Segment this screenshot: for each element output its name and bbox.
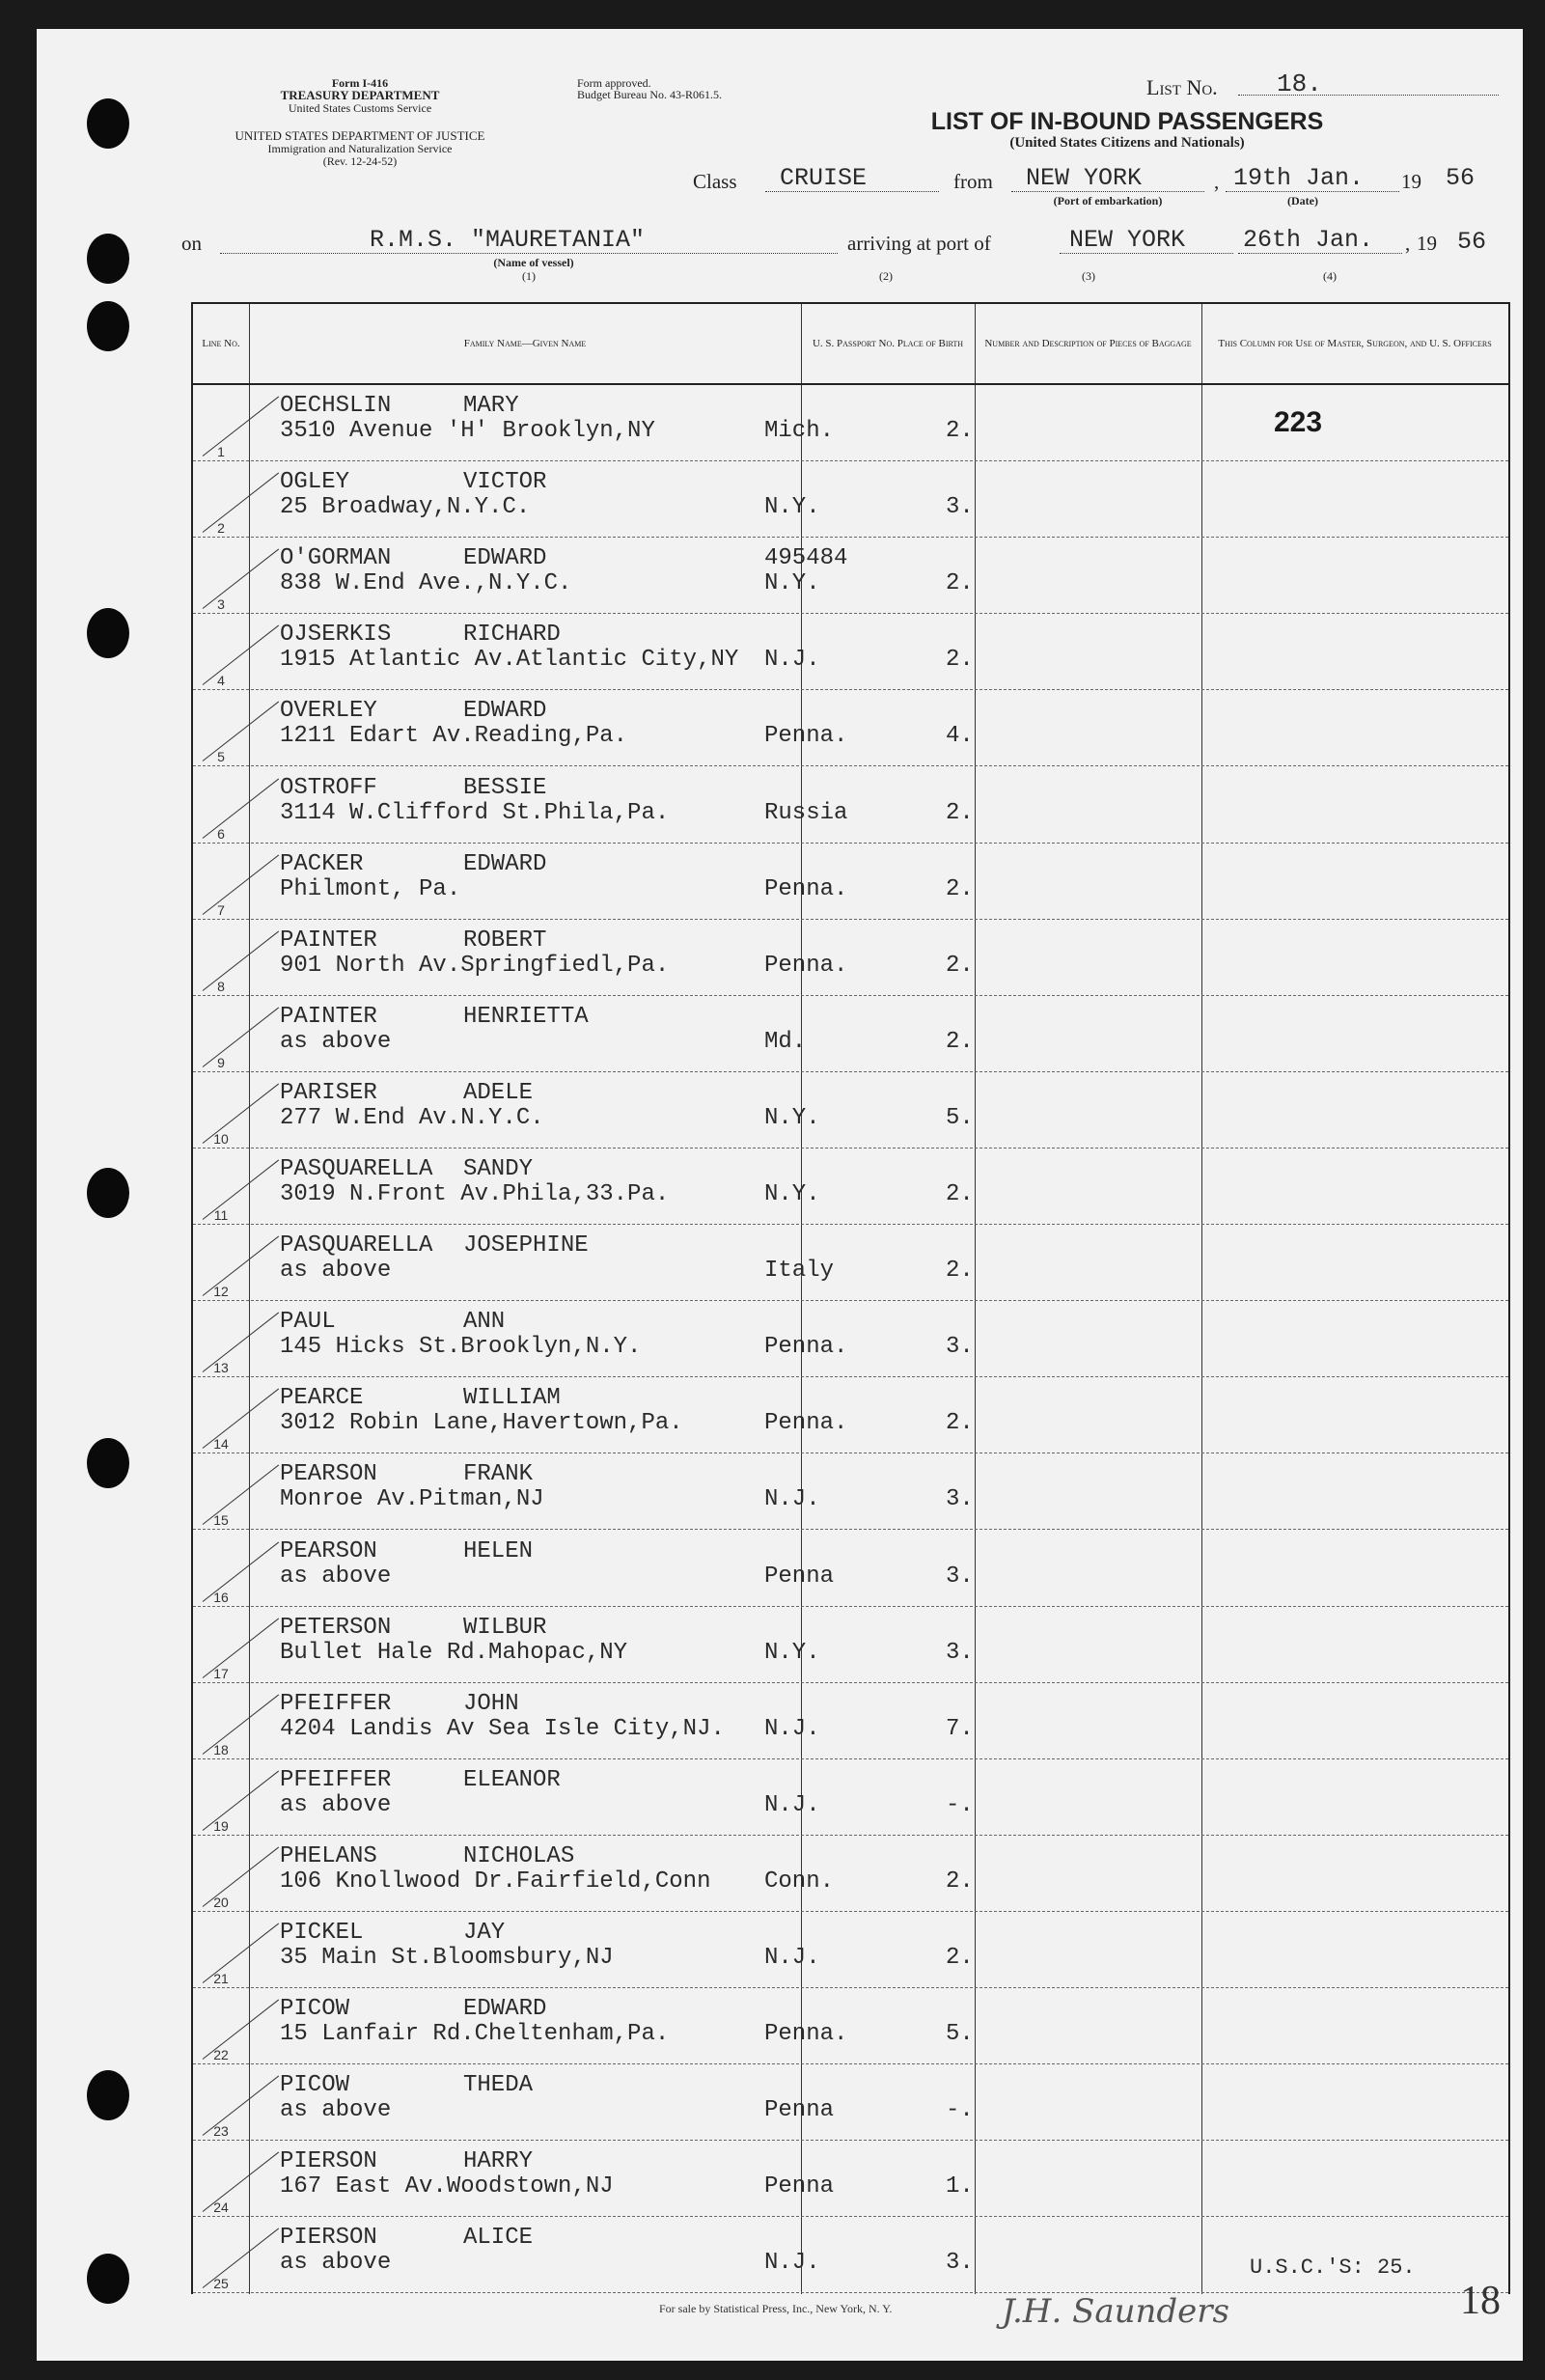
- officer-note: 223: [1274, 406, 1323, 438]
- line-number: 12: [213, 1284, 229, 1300]
- table-row: [193, 920, 1508, 996]
- family-name: PAINTER: [280, 927, 377, 954]
- immigration-service: Immigration and Naturalization Service: [267, 142, 453, 155]
- given-name: JOHN: [463, 1690, 519, 1717]
- family-name: OGLEY: [280, 469, 350, 496]
- arriving-label: arriving at port of: [847, 232, 991, 255]
- family-name: OJSERKIS: [280, 622, 392, 649]
- baggage-count: -.: [946, 1791, 974, 1818]
- given-name: HELEN: [463, 1537, 534, 1564]
- place-of-birth: N.Y.: [764, 1181, 820, 1207]
- line-number: 22: [213, 2047, 229, 2063]
- given-name: EDWARD: [463, 850, 547, 877]
- line-number: 24: [213, 2200, 229, 2216]
- given-name: MARY: [463, 393, 519, 419]
- address: 3114 W.Clifford St.Phila,Pa.: [280, 799, 670, 826]
- table-row: [193, 2064, 1508, 2141]
- given-name: ADELE: [463, 1079, 534, 1106]
- from-label: from: [953, 170, 993, 193]
- table-row: [193, 1072, 1508, 1148]
- budget-bureau: Budget Bureau No. 43-R061.5.: [577, 88, 722, 101]
- address: 106 Knollwood Dr.Fairfield,Conn: [280, 1868, 711, 1895]
- depart-year-suffix: 56: [1446, 164, 1476, 192]
- col-officers: This Column for Use of Master, Surgeon, and U. S. Officers: [1218, 338, 1492, 349]
- place-of-birth: N.J.: [764, 1791, 820, 1818]
- family-name: PACKER: [280, 850, 364, 877]
- table-row: [193, 690, 1508, 766]
- line-number: 3: [217, 596, 225, 613]
- form-approved: Form approved.: [577, 76, 651, 90]
- family-name: PASQUARELLA: [280, 1232, 433, 1259]
- arrival-date: 26th Jan.: [1243, 226, 1374, 254]
- table-row: [193, 1377, 1508, 1453]
- line-number: 6: [217, 825, 225, 842]
- baggage-count: 3.: [946, 1639, 974, 1666]
- line-number: 7: [217, 901, 225, 918]
- given-name: ROBERT: [463, 927, 547, 954]
- family-name: PEARCE: [280, 1385, 364, 1412]
- address: Monroe Av.Pitman,NJ: [280, 1486, 544, 1513]
- line-number: 5: [217, 749, 225, 765]
- baggage-count: 3.: [946, 494, 974, 521]
- family-name: PEARSON: [280, 1537, 377, 1564]
- given-name: JOSEPHINE: [463, 1232, 589, 1259]
- family-name: PIERSON: [280, 2225, 377, 2252]
- place-of-birth: Penna.: [764, 952, 848, 979]
- depart-year-prefix: 19: [1401, 170, 1421, 193]
- punch-hole: [87, 98, 129, 149]
- address: Philmont, Pa.: [280, 875, 461, 902]
- officer-note: U.S.C.'S: 25.: [1250, 2255, 1416, 2281]
- line-number: 15: [213, 1512, 229, 1529]
- address: 3019 N.Front Av.Phila,33.Pa.: [280, 1181, 670, 1207]
- address: as above: [280, 2250, 392, 2277]
- place-of-birth: Italy: [764, 1258, 835, 1285]
- arrival-year-prefix: 19: [1417, 232, 1437, 255]
- family-name: PICOW: [280, 1996, 350, 2023]
- table-row: [193, 1912, 1508, 1988]
- col-name: Family Name—Given Name: [463, 338, 587, 349]
- line-number: 10: [213, 1130, 229, 1147]
- line-number: 1: [217, 444, 225, 460]
- line-number: 13: [213, 1360, 229, 1376]
- given-name: HENRIETTA: [463, 1003, 589, 1030]
- place-of-birth: Penna.: [764, 723, 848, 750]
- place-of-birth: Penna: [764, 2097, 835, 2124]
- line-number: 8: [217, 978, 225, 994]
- baggage-count: 2.: [946, 1181, 974, 1207]
- list-no-value: 18.: [1277, 69, 1322, 98]
- table-row: [193, 538, 1508, 614]
- line-number: 16: [213, 1589, 229, 1605]
- departure-date: 19th Jan.: [1233, 164, 1365, 192]
- address: as above: [280, 1028, 392, 1055]
- place-of-birth: N.Y.: [764, 1639, 820, 1666]
- place-of-birth: N.J.: [764, 1486, 820, 1513]
- col-num-2: (2): [879, 269, 893, 283]
- baggage-count: 2.: [946, 570, 974, 597]
- page-mark: 18: [1460, 2279, 1501, 2323]
- from-value: NEW YORK: [1026, 164, 1143, 192]
- given-name: ALICE: [463, 2225, 534, 2252]
- vessel-name: R.M.S. "MAURETANIA": [370, 226, 646, 254]
- table-row: [193, 1683, 1508, 1759]
- date-caption: (Date): [1287, 194, 1318, 208]
- baggage-count: 3.: [946, 1334, 974, 1361]
- place-of-birth: N.J.: [764, 647, 820, 674]
- department-of-justice: UNITED STATES DEPARTMENT OF JUSTICE: [235, 128, 485, 143]
- list-title: LIST OF IN-BOUND PASSENGERS: [930, 108, 1324, 135]
- baggage-count: 2.: [946, 952, 974, 979]
- punch-hole: [87, 1168, 129, 1218]
- family-name: OECHSLIN: [280, 393, 392, 419]
- family-name: PEARSON: [280, 1461, 377, 1488]
- family-name: PFEIFFER: [280, 1766, 392, 1793]
- family-name: PFEIFFER: [280, 1690, 392, 1717]
- list-no-label: List No.: [1146, 75, 1218, 99]
- punch-hole: [87, 2254, 129, 2304]
- given-name: NICHOLAS: [463, 1842, 575, 1869]
- given-name: ANN: [463, 1309, 506, 1336]
- table-row: [193, 1607, 1508, 1683]
- class-value: CRUISE: [780, 164, 868, 192]
- place-of-birth: N.J.: [764, 1715, 820, 1742]
- address: 4204 Landis Av Sea Isle City,NJ.: [280, 1715, 725, 1742]
- place-of-birth: Md.: [764, 1028, 807, 1055]
- address: 838 W.End Ave.,N.Y.C.: [280, 570, 572, 597]
- place-of-birth: N.Y.: [764, 494, 820, 521]
- table-row: [193, 2217, 1508, 2293]
- place-of-birth: Penna: [764, 1563, 835, 1590]
- baggage-count: 4.: [946, 723, 974, 750]
- address: as above: [280, 1563, 392, 1590]
- address: 901 North Av.Springfiedl,Pa.: [280, 952, 670, 979]
- passenger-table: [191, 302, 1510, 2294]
- baggage-count: 3.: [946, 1563, 974, 1590]
- baggage-count: 7.: [946, 1715, 974, 1742]
- family-name: PICKEL: [280, 1920, 364, 1946]
- table-row: [193, 461, 1508, 538]
- col-num-1: (1): [522, 269, 536, 283]
- family-name: OSTROFF: [280, 774, 377, 801]
- table-row: [193, 614, 1508, 690]
- revision: (Rev. 12-24-52): [322, 154, 398, 168]
- address: 277 W.End Av.N.Y.C.: [280, 1104, 544, 1131]
- punch-hole: [87, 234, 129, 284]
- place-of-birth: N.Y.: [764, 570, 820, 597]
- line-number: 20: [213, 1894, 229, 1910]
- table-row: [193, 1531, 1508, 1607]
- given-name: THEDA: [463, 2072, 534, 2099]
- punch-hole: [87, 301, 129, 351]
- given-name: SANDY: [463, 1156, 534, 1182]
- col-passport: U. S. Passport No. Place of Birth: [812, 338, 964, 349]
- col-line-no: Line No.: [202, 338, 240, 349]
- baggage-count: 5.: [946, 2021, 974, 2048]
- form-number: Form I-416: [331, 76, 389, 90]
- baggage-count: 2.: [946, 1258, 974, 1285]
- treasury-department: TREASURY DEPARTMENT: [280, 88, 440, 102]
- document-page: Form I-416 TREASURY DEPARTMENT United States Customs Service UNITED STATES DEPARTMENT OF JUSTICE Immigration and Naturalization Service (Rev. 12-24-52) Form approved. Budget Bureau No. 43-R061.5. List No. 18. LIST OF IN-BOUND PASSENGERS (United States Citizens and Nationals) Class CRUISE from NEW YORK (Port of embarkation) , 19th Jan. (Date) 19 56 on R.M.S. "MAURETANIA" (Name of vessel) (1) arriving at port of NEW YORK 26th Jan. , 19 56 (2) (3) (4) Line No. Family Name—Given Name U. S. Passport No. Place of Birth Number and Description of Pieces of Baggage This Column for Use of Master, Surgeon, and U. S. Officers 1 OECHSLIN MARY 3510 Avenue 'H' Brooklyn,NY Mich. 2. 223 2 OGLEY VICTOR 25 Broadway,N.Y.C. N.Y. 3. 3 O'GORMAN EDWARD 838 W.End Ave.,N.Y.C. 495484 N.Y. 2. 4 OJSERKIS RICHARD 1915 Atlantic Av.Atlantic City,NY N.J. 2. 5 OVERLEY EDWARD 1211 Edart Av.Reading,Pa. Penna. 4. 6 OSTROFF BESSIE 3114 W.Clifford St.Phila,Pa. Russia 2. 7 PACKER EDWARD Philmont, Pa. Penna. 2. 8 PAINTER ROBERT 901 North Av.Springfiedl,Pa. Penna. 2. 9 PAINTER HENRIETTA as above Md. 2. 10 PARISER ADELE 277 W.End Av.N.Y.C. N.Y. 5. 11 PASQUARELLA SANDY 3019 N.Front Av.Phila,33.Pa. N.Y. 2. 12 PASQUARELLA JOSEPHINE as above Italy 2. 13 PAUL ANN 145 Hicks St.Brooklyn,N.Y. Penna. 3. 14 PEARCE WILLIAM 3012 Robin Lane,Havertown,Pa. Penna. 2. 15 PEARSON FRANK Monroe Av.Pitman,NJ N.J. 3. 16 PEARSON HELEN as above Penna 3. 17 PETERSON WILBUR Bullet Hale Rd.Mahopac,NY N.Y. 3. 18 PFEIFFER JOHN 4204 Landis Av Sea Isle City,NJ. N.J. 7. 19 PFEIFFER ELEANOR as above N.J. -. 20 PHELANS NICHOLAS 106 Knollwood Dr.Fairfield,Conn Conn. 2. 21 PICKEL JAY 35 Main St.Bloomsbury,NJ N.J. 2. 22 PICOW EDWARD 15 Lanfair Rd.Cheltenham,Pa. Penna. 5. 23 PICOW THEDA as above Penna -. 24 PIERSON HARRY 167 East Av.Woodstown,NJ Penna 1. 25 PIERSON ALICE as above N.J. 3. U.S.C.'S: 25. For sale by Statistical Press, Inc., New York, N. Y. J.H. Saunders 18: [37, 29, 1523, 2361]
- address: 1211 Edart Av.Reading,Pa.: [280, 723, 628, 750]
- address: 3012 Robin Lane,Havertown,Pa.: [280, 1410, 683, 1437]
- given-name: EDWARD: [463, 1996, 547, 2023]
- baggage-count: 2.: [946, 647, 974, 674]
- baggage-count: 2.: [946, 1410, 974, 1437]
- place-of-birth: N.J.: [764, 2250, 820, 2277]
- family-name: PASQUARELLA: [280, 1156, 433, 1182]
- table-row: [193, 1453, 1508, 1530]
- place-of-birth: N.J.: [764, 1945, 820, 1971]
- given-name: FRANK: [463, 1461, 534, 1488]
- baggage-count: 2.: [946, 875, 974, 902]
- given-name: JAY: [463, 1920, 506, 1946]
- punch-hole: [87, 608, 129, 658]
- place-of-birth: Penna: [764, 2173, 835, 2200]
- printer-credit: For sale by Statistical Press, Inc., New York, N. Y.: [659, 2302, 893, 2315]
- list-subtitle: (United States Citizens and Nationals): [1009, 135, 1245, 151]
- port-of-embarkation-caption: (Port of embarkation): [1053, 194, 1163, 208]
- line-number: 19: [213, 1817, 229, 1834]
- address: Bullet Hale Rd.Mahopac,NY: [280, 1639, 628, 1666]
- address: 35 Main St.Bloomsbury,NJ: [280, 1945, 614, 1971]
- line-number: 14: [213, 1436, 229, 1453]
- family-name: PHELANS: [280, 1842, 377, 1869]
- line-number: 23: [213, 2123, 229, 2140]
- officer-signature: J.H. Saunders: [1002, 2292, 1230, 2331]
- place-of-birth: Penna.: [764, 1334, 848, 1361]
- arrival-port: NEW YORK: [1069, 226, 1186, 254]
- table-row: [193, 996, 1508, 1072]
- baggage-count: 1.: [946, 2173, 974, 2200]
- col-baggage: Number and Description of Pieces of Baggage: [984, 338, 1192, 349]
- baggage-count: -.: [946, 2097, 974, 2124]
- line-number: 4: [217, 673, 225, 689]
- given-name: EDWARD: [463, 698, 547, 725]
- family-name: PARISER: [280, 1079, 377, 1106]
- address: 1915 Atlantic Av.Atlantic City,NY: [280, 647, 739, 674]
- table-row: [193, 767, 1508, 844]
- table-row: [193, 385, 1508, 461]
- family-name: PICOW: [280, 2072, 350, 2099]
- given-name: RICHARD: [463, 622, 561, 649]
- line-number: 11: [213, 1207, 229, 1224]
- place-of-birth: N.Y.: [764, 1104, 820, 1131]
- table-row: [193, 1225, 1508, 1301]
- punch-hole: [87, 1438, 129, 1488]
- line-number: 9: [217, 1054, 225, 1070]
- baggage-count: 2.: [946, 1028, 974, 1055]
- place-of-birth: Mich.: [764, 418, 835, 444]
- family-name: O'GORMAN: [280, 545, 392, 572]
- place-of-birth: Conn.: [764, 1868, 835, 1895]
- address: 167 East Av.Woodstown,NJ: [280, 2173, 614, 2200]
- col-num-3: (3): [1082, 269, 1095, 283]
- given-name: BESSIE: [463, 774, 547, 801]
- address: 3510 Avenue 'H' Brooklyn,NY: [280, 418, 655, 444]
- table-row: [193, 1148, 1508, 1225]
- given-name: WILBUR: [463, 1614, 547, 1641]
- address: as above: [280, 1791, 392, 1818]
- family-name: PAINTER: [280, 1003, 377, 1030]
- given-name: EDWARD: [463, 545, 547, 572]
- on-label: on: [181, 232, 202, 255]
- table-row: [193, 1759, 1508, 1836]
- line-number: 17: [213, 1665, 229, 1681]
- table-row: [193, 1988, 1508, 2064]
- arrival-year-suffix: 56: [1457, 228, 1487, 256]
- given-name: WILLIAM: [463, 1385, 561, 1412]
- class-label: Class: [693, 170, 737, 193]
- baggage-count: 2.: [946, 1945, 974, 1971]
- table-row: [193, 1836, 1508, 1912]
- customs-service: United States Customs Service: [288, 101, 432, 115]
- family-name: PETERSON: [280, 1614, 392, 1641]
- given-name: ELEANOR: [463, 1766, 561, 1793]
- line-number: 2: [217, 520, 225, 537]
- given-name: VICTOR: [463, 469, 547, 496]
- address: 15 Lanfair Rd.Cheltenham,Pa.: [280, 2021, 670, 2048]
- place-of-birth: Penna.: [764, 1410, 848, 1437]
- address: 145 Hicks St.Brooklyn,N.Y.: [280, 1334, 642, 1361]
- baggage-count: 2.: [946, 799, 974, 826]
- place-of-birth: Penna.: [764, 2021, 848, 2048]
- table-row: [193, 2141, 1508, 2217]
- line-number: 25: [213, 2276, 229, 2292]
- line-number: 18: [213, 1741, 229, 1757]
- table-row: [193, 1301, 1508, 1377]
- col-num-4: (4): [1323, 269, 1337, 283]
- family-name: PIERSON: [280, 2148, 377, 2175]
- address: as above: [280, 2097, 392, 2124]
- baggage-count: 2.: [946, 1868, 974, 1895]
- given-name: HARRY: [463, 2148, 534, 2175]
- address: as above: [280, 1258, 392, 1285]
- line-number: 21: [213, 1971, 229, 1987]
- place-of-birth: Penna.: [764, 875, 848, 902]
- place-of-birth: Russia: [764, 799, 848, 826]
- family-name: OVERLEY: [280, 698, 377, 725]
- baggage-count: 3.: [946, 2250, 974, 2277]
- table-row: [193, 844, 1508, 920]
- address: 25 Broadway,N.Y.C.: [280, 494, 531, 521]
- family-name: PAUL: [280, 1309, 336, 1336]
- passport-number: 495484: [764, 545, 848, 572]
- vessel-caption: (Name of vessel): [493, 256, 574, 269]
- baggage-count: 5.: [946, 1104, 974, 1131]
- baggage-count: 3.: [946, 1486, 974, 1513]
- baggage-count: 2.: [946, 418, 974, 444]
- punch-hole: [87, 2070, 129, 2120]
